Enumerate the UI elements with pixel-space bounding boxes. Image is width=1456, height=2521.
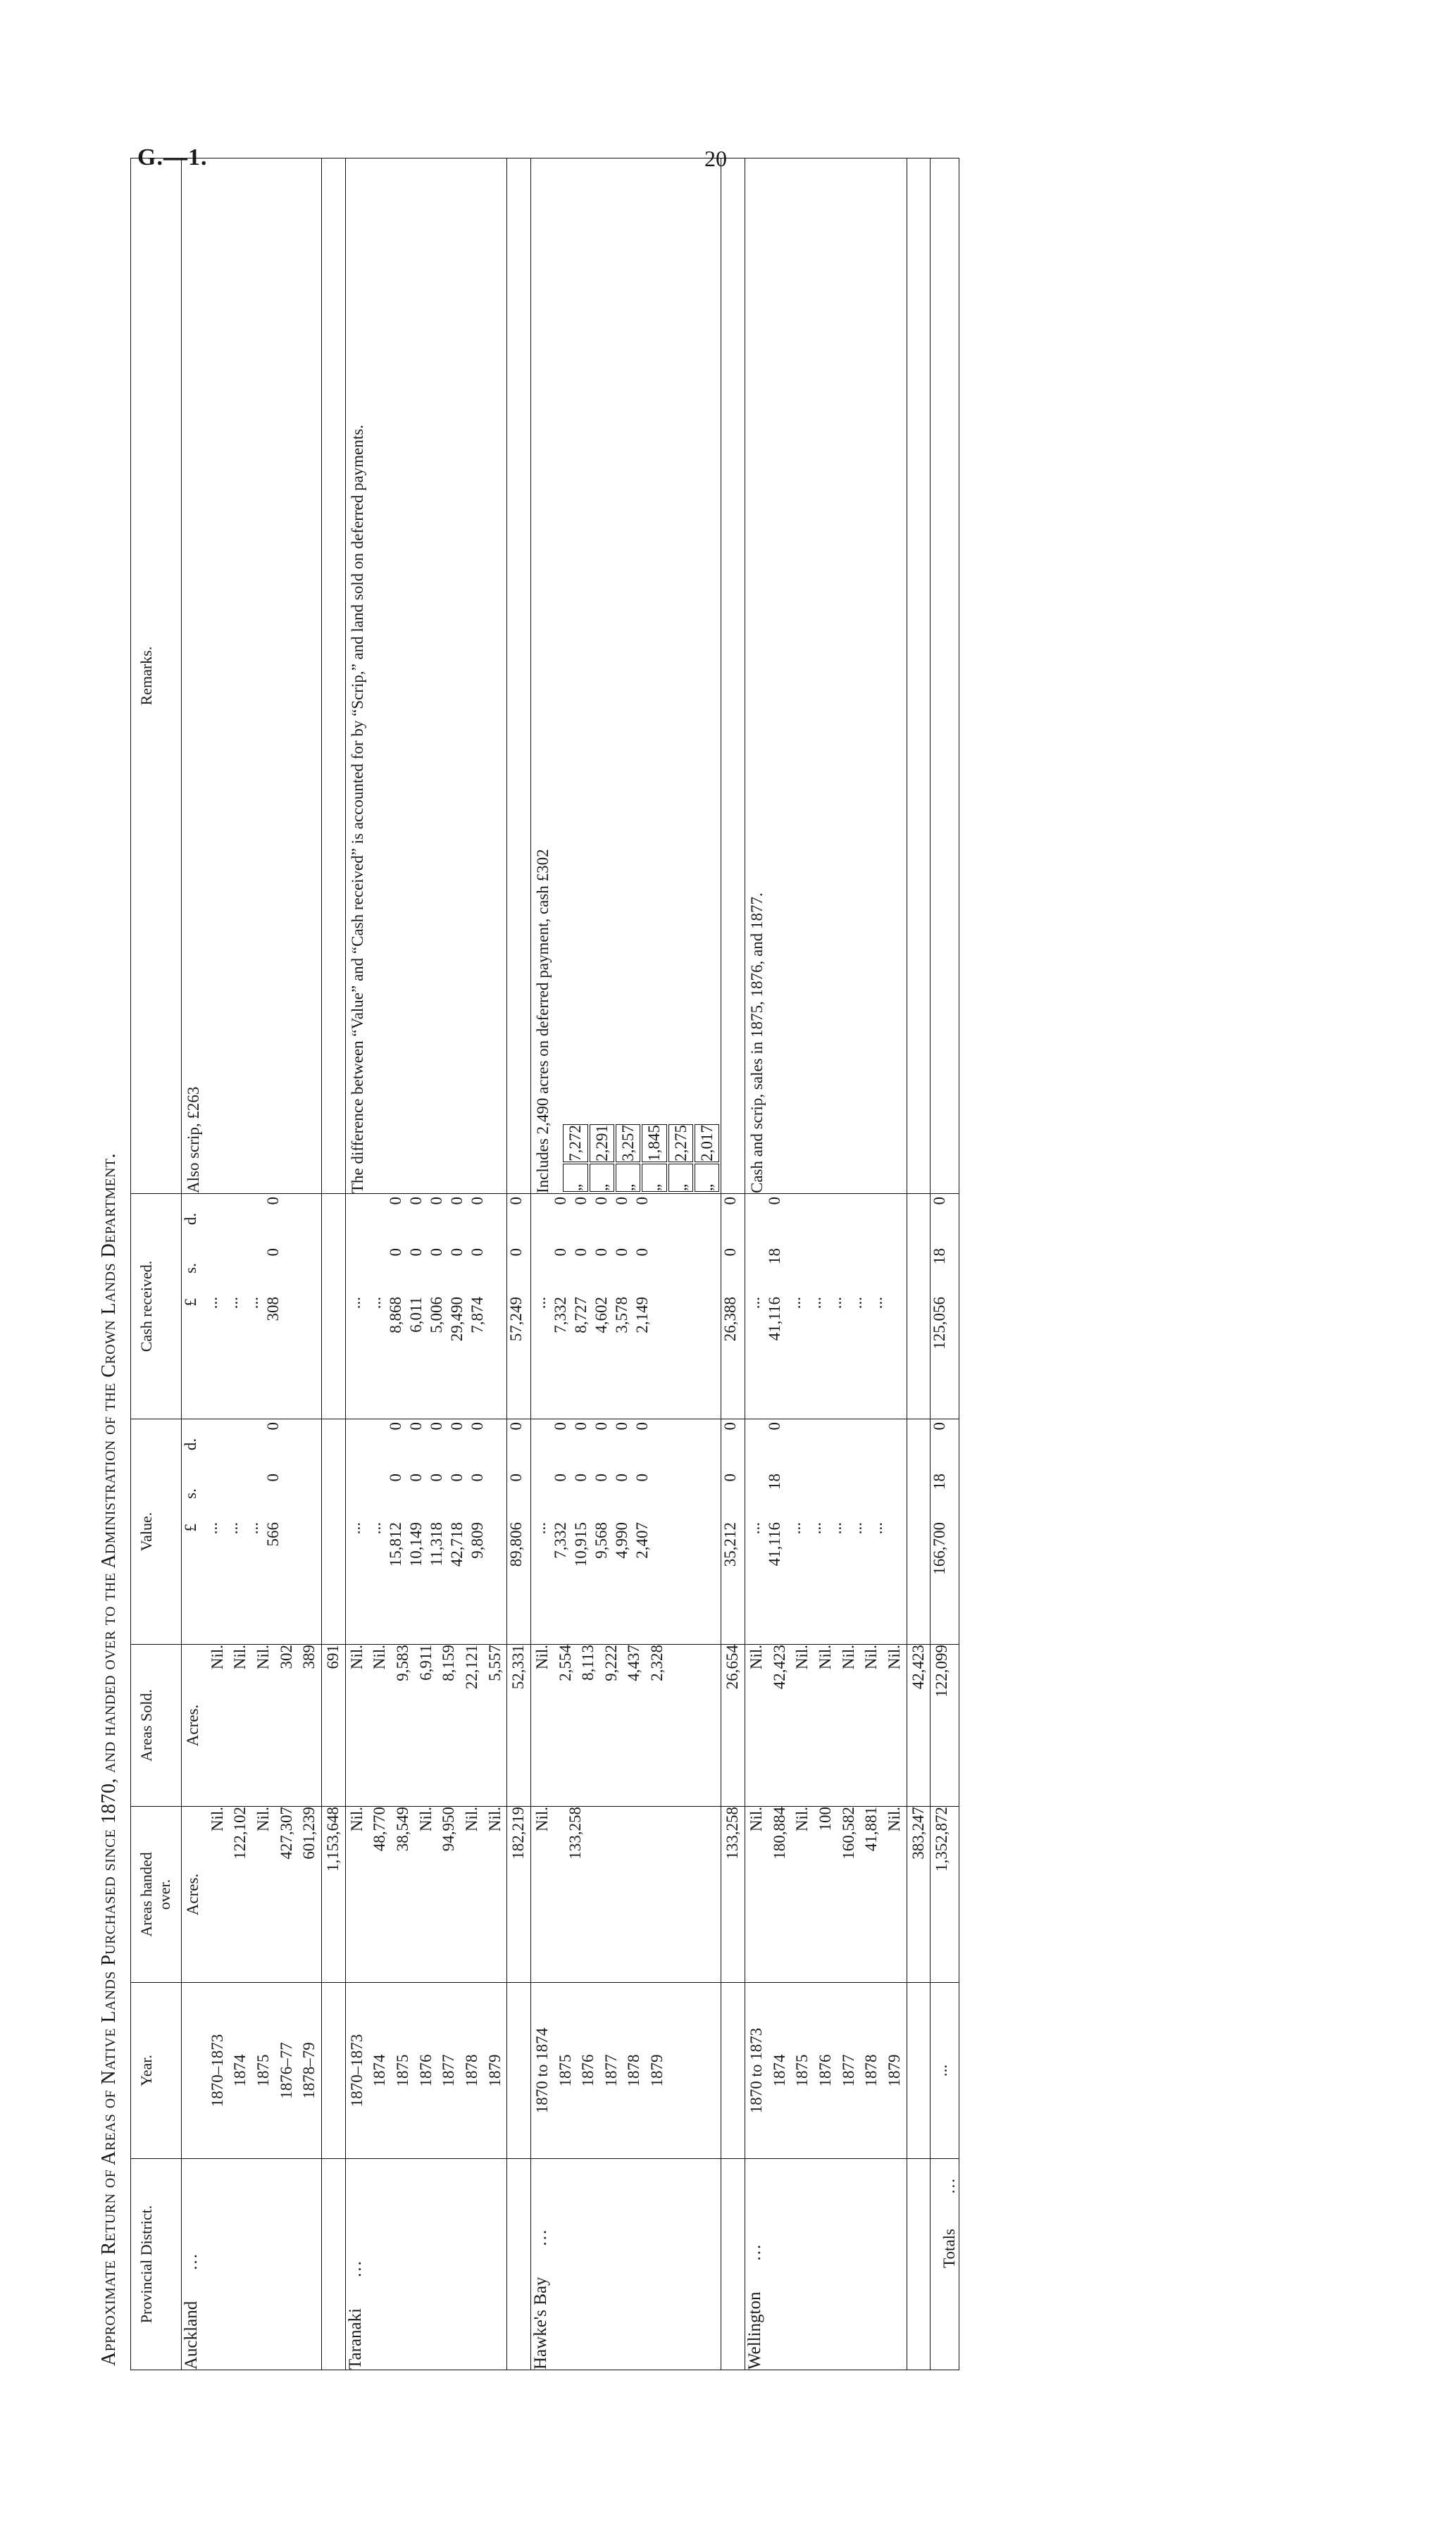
col-header-areas-sold: Areas Sold. bbox=[130, 1644, 181, 1806]
subtotal-district-blank bbox=[321, 2158, 345, 2370]
leader-dots: ... bbox=[345, 2259, 365, 2277]
value-auckland: £ s. d. ... ... ... 566 0 0 bbox=[181, 1419, 321, 1644]
subtotal-sold-taranaki: 52,331 bbox=[506, 1644, 530, 1806]
grand-totals-cash: 125,056 18 0 bbox=[930, 1193, 959, 1419]
handed-over-hawkes-bay: Nil. 133,258 bbox=[530, 1806, 721, 1982]
subtotal-cash-taranaki: 57,249 0 0 bbox=[506, 1193, 530, 1419]
unit-pounds: £ bbox=[181, 1297, 199, 1306]
district-wellington bbox=[745, 2158, 907, 2370]
remark-text: The difference between “Value” and “Cash received” is accounted for by “Scrip,” and land sold on deferred payments. bbox=[348, 424, 366, 1193]
district-auckland bbox=[181, 2158, 321, 2370]
subtotal-district-blank bbox=[721, 2158, 745, 2370]
grand-totals-sold: 122,099 bbox=[930, 1644, 959, 1806]
cash-received-wellington: ... 41,116 18 0 ... ... ... ... ... bbox=[745, 1193, 907, 1419]
district-label: Taranaki bbox=[345, 2308, 365, 2370]
unit-acres: Acres. bbox=[183, 1704, 201, 1746]
district-taranaki bbox=[345, 2158, 507, 2370]
district-label: Wellington bbox=[745, 2291, 764, 2370]
leader-dots: ... bbox=[530, 2228, 550, 2246]
subtotal-year-blank bbox=[506, 1982, 530, 2158]
subtotal-cash-wellington bbox=[907, 1193, 931, 1419]
subtotal-sold-auckland: 691 bbox=[321, 1644, 345, 1806]
grand-totals-handed: 1,352,872 bbox=[930, 1806, 959, 1982]
col-header-year: Year. bbox=[130, 1982, 181, 2158]
unit-acres: Acres. bbox=[183, 1873, 201, 1915]
remark-text: Includes 2,490 acres on deferred payment, cash £302 bbox=[533, 848, 552, 1193]
table-title: Approximate Return of Areas of Native Lands Purchased since 1870, and handed over to the Administration of the Crown Lands Department. bbox=[97, 1152, 120, 2366]
cash-received-auckland: £ s. d. ... ... ... 308 0 0 bbox=[181, 1193, 321, 1419]
table-row bbox=[745, 158, 907, 2370]
areas-sold-taranaki: Nil. Nil. 9,583 6,911 8,159 22,121 5,557 bbox=[345, 1644, 507, 1806]
handed-over-auckland: Acres. Nil. 122,102 Nil. 427,307 601,239 bbox=[181, 1806, 321, 1982]
subtotal-remark-hawkes-bay bbox=[721, 158, 745, 1193]
subtotal-cash-hawkes-bay: 26,388 0 0 bbox=[721, 1193, 745, 1419]
col-header-value: Value. bbox=[130, 1419, 181, 1644]
subtotal-remark-taranaki bbox=[506, 158, 530, 1193]
subtotal-year-blank bbox=[907, 1982, 931, 2158]
remarks-auckland bbox=[181, 158, 321, 1193]
subtotal-row-auckland bbox=[321, 158, 345, 2370]
subtotal-remark-wellington bbox=[907, 158, 931, 1193]
subtotal-value-taranaki: 89,806 0 0 bbox=[506, 1419, 530, 1644]
col-header-district: Provincial District. bbox=[130, 2158, 181, 2370]
table-row bbox=[530, 158, 721, 2370]
col-header-cash-received: Cash received. bbox=[130, 1193, 181, 1419]
years-taranaki: 1870–1873 1874 1875 1876 1877 1878 1879 bbox=[345, 1982, 507, 2158]
subtotal-handed-wellington: 383,247 bbox=[907, 1806, 931, 1982]
leader-dots: ... bbox=[940, 2177, 958, 2193]
leader-dots: ... bbox=[181, 2252, 201, 2270]
subtotal-sold-hawkes-bay: 26,654 bbox=[721, 1644, 745, 1806]
grand-totals-value: 166,700 18 0 bbox=[930, 1419, 959, 1644]
areas-sold-auckland: Acres. Nil. Nil. Nil. 302 389 bbox=[181, 1644, 321, 1806]
page-number: 20 bbox=[704, 146, 727, 171]
subtotal-district-blank bbox=[506, 2158, 530, 2370]
subtotal-remark-auckland bbox=[321, 158, 345, 1193]
grand-totals-label: Totals ... bbox=[930, 2158, 959, 2370]
remarks-taranaki bbox=[345, 158, 507, 1193]
remark-amount-list: „ 7,272 „ 2,291 „ 3,257 „ 1,845 „ 2,275 „ 2,017 bbox=[561, 1123, 721, 1193]
brace-spacer bbox=[554, 1807, 564, 1982]
native-lands-return-table bbox=[130, 158, 959, 2370]
subtotal-row-taranaki bbox=[506, 158, 530, 2370]
value-taranaki: ... ... 15,812 0 0 10,149 0 0 11,318 0 0 42,718 0 0 9,809 0 0 bbox=[345, 1419, 507, 1644]
table-row bbox=[345, 158, 507, 2370]
subtotal-cash-auckland bbox=[321, 1193, 345, 1419]
remark-text: Cash and scrip, sales in 1875, 1876, and 1877. bbox=[747, 892, 766, 1193]
value-hawkes-bay: ... 7,332 0 0 10,915 0 0 9,568 0 0 4,990 0 0 2,407 0 0 bbox=[530, 1419, 721, 1644]
table-header-row bbox=[130, 158, 181, 2370]
unit-shillings: s. bbox=[181, 1262, 199, 1274]
subtotal-sold-wellington: 42,423 bbox=[907, 1644, 931, 1806]
subtotal-handed-auckland: 1,153,648 bbox=[321, 1806, 345, 1982]
subtotal-value-auckland bbox=[321, 1419, 345, 1644]
unit-pounds: £ bbox=[181, 1523, 199, 1531]
grand-totals-remark bbox=[930, 158, 959, 1193]
district-label: Hawke's Bay bbox=[530, 2276, 550, 2370]
col-header-remarks: Remarks. bbox=[130, 158, 181, 1193]
cash-received-taranaki: ... ... 8,868 0 0 6,011 0 0 5,006 0 0 29,490 0 0 7,874 0 0 bbox=[345, 1193, 507, 1419]
district-hawkes-bay bbox=[530, 2158, 721, 2370]
subtotal-year-blank bbox=[321, 1982, 345, 2158]
unit-pence: d. bbox=[181, 1212, 199, 1225]
handed-over-wellington: Nil. 180,884 Nil. 100 160,582 41,881 Nil. bbox=[745, 1806, 907, 1982]
subtotal-year-blank bbox=[721, 1982, 745, 2158]
subtotal-row-hawkes-bay bbox=[721, 158, 745, 2370]
remarks-hawkes-bay bbox=[530, 158, 721, 1193]
col-header-areas-handed-over: Areas handed over. bbox=[130, 1806, 181, 1982]
remark-text: Also scrip, £263 bbox=[184, 1086, 202, 1193]
years-wellington: 1870 to 1873 1874 1875 1876 1877 1878 1879 bbox=[745, 1982, 907, 2158]
grand-totals-year: ... bbox=[930, 1982, 959, 2158]
subtotal-value-hawkes-bay: 35,212 0 0 bbox=[721, 1419, 745, 1644]
cash-received-hawkes-bay: ... 7,332 0 0 8,727 0 0 4,602 0 0 3,578 0 0 2,149 0 0 bbox=[530, 1193, 721, 1419]
handed-braced-total: 133,258 bbox=[566, 1806, 583, 1860]
subtotal-value-wellington bbox=[907, 1419, 931, 1644]
subtotal-handed-hawkes-bay: 133,258 bbox=[721, 1806, 745, 1982]
handed-over-taranaki: Nil. 48,770 38,549 Nil. 94,950 Nil. Nil. bbox=[345, 1806, 507, 1982]
areas-sold-hawkes-bay: Nil. 2,554 8,113 9,222 4,437 2,328 bbox=[530, 1644, 721, 1806]
district-label: Auckland bbox=[181, 2301, 201, 2370]
grand-totals-row bbox=[930, 158, 959, 2370]
remarks-wellington bbox=[745, 158, 907, 1193]
subtotal-district-blank bbox=[907, 2158, 931, 2370]
subtotal-handed-taranaki: 182,219 bbox=[506, 1806, 530, 1982]
leader-dots: ... bbox=[745, 2243, 764, 2261]
unit-pence: d. bbox=[181, 1438, 199, 1450]
table-row bbox=[181, 158, 321, 2370]
document-code: G.—1. bbox=[137, 144, 208, 170]
years-hawkes-bay: 1870 to 1874 1875 1876 1877 1878 1879 bbox=[530, 1982, 721, 2158]
unit-shillings: s. bbox=[181, 1488, 199, 1499]
value-wellington: ... 41,116 18 0 ... ... ... ... ... bbox=[745, 1419, 907, 1644]
areas-sold-wellington: Nil. 42,423 Nil. Nil. Nil. Nil. Nil. bbox=[745, 1644, 907, 1806]
years-auckland: 1870–1873 1874 1875 1876–77 1878–79 bbox=[181, 1982, 321, 2158]
subtotal-row-wellington bbox=[907, 158, 931, 2370]
